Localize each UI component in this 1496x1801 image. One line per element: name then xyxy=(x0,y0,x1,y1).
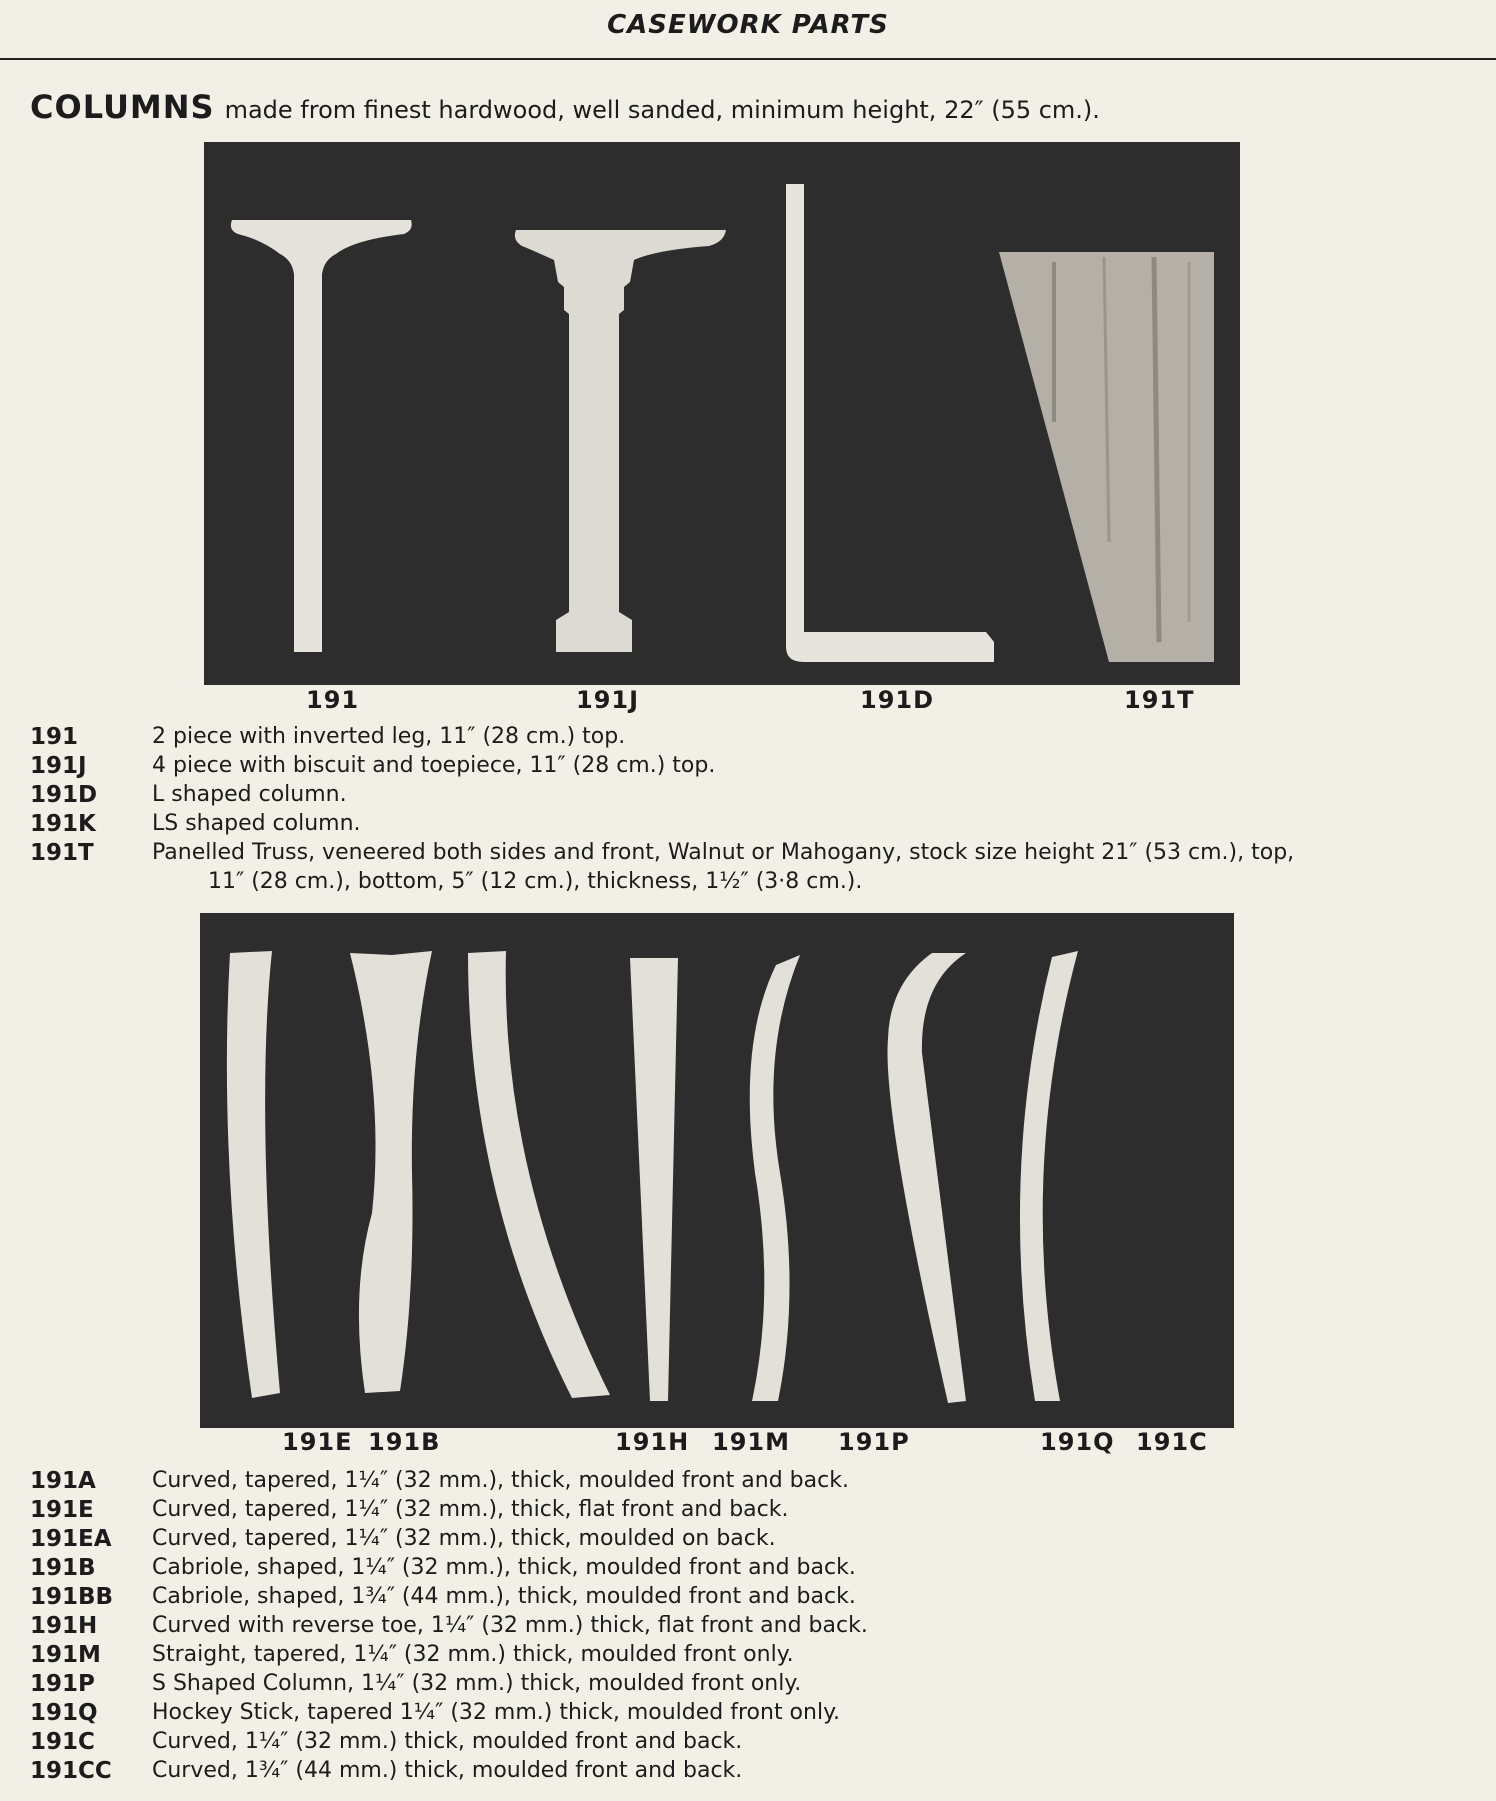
list-item xyxy=(30,753,1450,782)
page-title: CASEWORK PARTS xyxy=(607,10,889,40)
part-code: 191E xyxy=(30,1497,94,1523)
list-item xyxy=(30,1555,1450,1584)
part-desc-continued: 11″ (28 cm.), bottom, 5″ (12 cm.), thickness, 1½″ (3·8 cm.). xyxy=(208,869,863,894)
part-code: 191Q xyxy=(30,1700,98,1726)
caption-191t: 191T xyxy=(1124,686,1195,714)
photo2-captions xyxy=(0,1428,1496,1462)
part-desc: Curved, 1¾″ (44 mm.) thick, moulded front and back. xyxy=(152,1758,743,1783)
caption-191m: 191M xyxy=(712,1428,790,1456)
list-item xyxy=(30,782,1450,811)
caption-191d: 191D xyxy=(860,686,935,714)
part-code: 191D xyxy=(30,782,98,808)
part-desc: L shaped column. xyxy=(152,782,347,807)
photo1-captions xyxy=(0,686,1496,720)
part-desc: Cabriole, shaped, 1¾″ (44 mm.), thick, moulded front and back. xyxy=(152,1584,856,1609)
part-desc: Hockey Stick, tapered 1¼″ (32 mm.) thick, moulded front only. xyxy=(152,1700,840,1725)
part-code: 191T xyxy=(30,840,94,866)
part-desc: LS shaped column. xyxy=(152,811,361,836)
part-desc: Curved, tapered, 1¼″ (32 mm.), thick, flat front and back. xyxy=(152,1497,789,1522)
list-item xyxy=(30,811,1450,840)
list-item xyxy=(30,1729,1450,1758)
part-code: 191P xyxy=(30,1671,95,1697)
part-code: 191CC xyxy=(30,1758,112,1784)
part-code: 191C xyxy=(30,1729,95,1755)
caption-191e: 191E xyxy=(282,1428,353,1456)
list-item xyxy=(30,1671,1450,1700)
part-desc: Curved, 1¼″ (32 mm.) thick, moulded front and back. xyxy=(152,1729,743,1754)
list-item xyxy=(30,1642,1450,1671)
caption-191: 191 xyxy=(306,686,360,714)
caption-191b: 191B xyxy=(368,1428,441,1456)
parts-list-2 xyxy=(30,1468,1450,1787)
part-desc: Curved, tapered, 1¼″ (32 mm.), thick, moulded front and back. xyxy=(152,1468,849,1493)
part-code: 191J xyxy=(30,753,87,779)
part-code: 191B xyxy=(30,1555,96,1581)
list-item xyxy=(30,1497,1450,1526)
part-code: 191A xyxy=(30,1468,96,1494)
list-item xyxy=(30,840,1450,869)
list-item xyxy=(30,1758,1450,1787)
intro-text: made from finest hardwood, well sanded, minimum height, 22″ (55 cm.). xyxy=(224,96,1100,124)
list-item xyxy=(30,1468,1450,1497)
list-item xyxy=(30,1526,1450,1555)
part-desc: Cabriole, shaped, 1¼″ (32 mm.), thick, moulded front and back. xyxy=(152,1555,856,1580)
part-code: 191K xyxy=(30,811,96,837)
list-item xyxy=(30,1700,1450,1729)
caption-191q: 191Q xyxy=(1040,1428,1115,1456)
columns-intro xyxy=(30,88,1100,126)
list-item xyxy=(30,724,1450,753)
part-desc: Panelled Truss, veneered both sides and front, Walnut or Mahogany, stock size height 21″ (53 cm.), top, xyxy=(152,840,1295,865)
part-code: 191EA xyxy=(30,1526,112,1552)
part-desc: Curved with reverse toe, 1¼″ (32 mm.) thick, flat front and back. xyxy=(152,1613,868,1638)
part-code: 191M xyxy=(30,1642,101,1668)
part-desc: Straight, tapered, 1¼″ (32 mm.) thick, moulded front only. xyxy=(152,1642,794,1667)
section-heading: COLUMNS xyxy=(30,88,215,126)
part-code: 191H xyxy=(30,1613,98,1639)
photo-columns-1 xyxy=(204,142,1240,685)
parts-list-1 xyxy=(30,724,1450,898)
caption-191p: 191P xyxy=(838,1428,910,1456)
caption-191j: 191J xyxy=(576,686,640,714)
part-desc: S Shaped Column, 1¼″ (32 mm.) thick, moulded front only. xyxy=(152,1671,802,1696)
caption-191c: 191C xyxy=(1136,1428,1208,1456)
caption-191h: 191H xyxy=(615,1428,690,1456)
list-item xyxy=(30,1584,1450,1613)
part-desc: 2 piece with inverted leg, 11″ (28 cm.) top. xyxy=(152,724,626,749)
part-code: 191BB xyxy=(30,1584,114,1610)
part-code: 191 xyxy=(30,724,79,750)
list-item-continuation xyxy=(30,869,1450,898)
part-desc: 4 piece with biscuit and toepiece, 11″ (28 cm.) top. xyxy=(152,753,716,778)
list-item xyxy=(30,1613,1450,1642)
photo-columns-2 xyxy=(200,913,1234,1428)
part-desc: Curved, tapered, 1¼″ (32 mm.), thick, moulded on back. xyxy=(152,1526,776,1551)
page-header xyxy=(0,0,1496,60)
